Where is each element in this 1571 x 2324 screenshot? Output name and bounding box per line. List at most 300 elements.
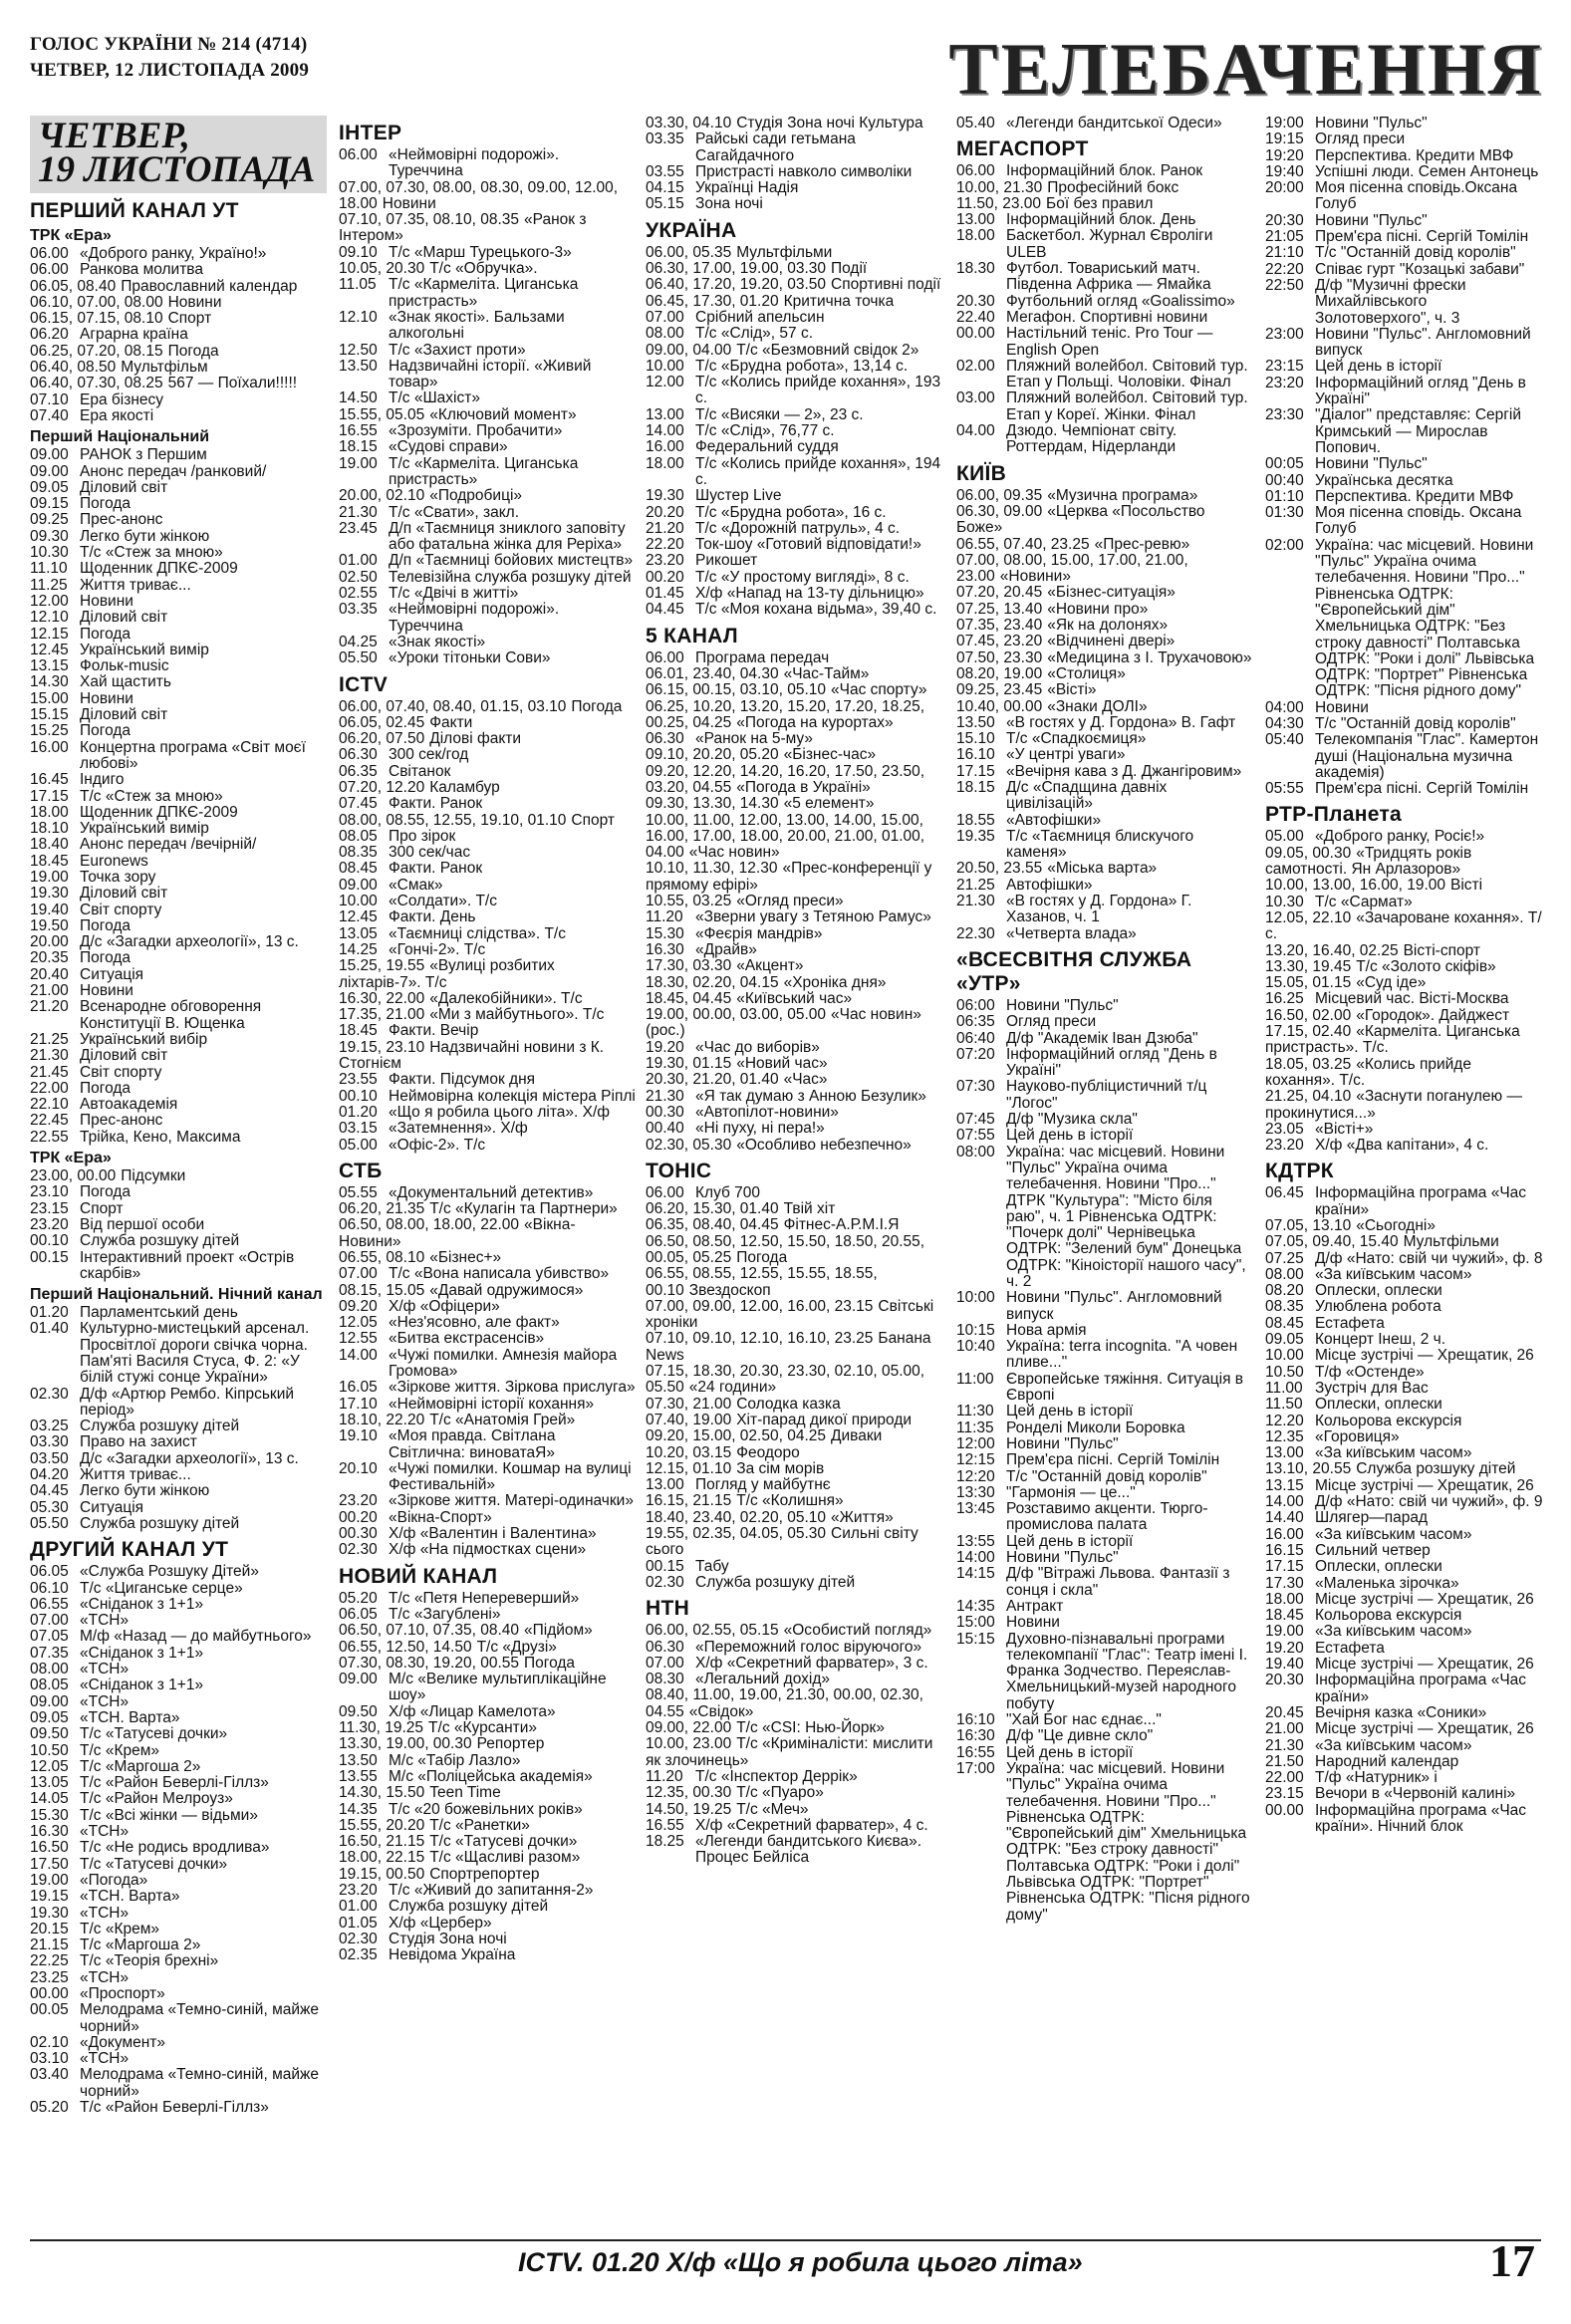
program-entry — [646, 1769, 944, 1785]
channel-heading: МЕГАСПОРТ — [956, 137, 1089, 161]
program-title: «Колись прийде кохання». Т/с. — [1265, 1055, 1471, 1089]
issue-date: ЧЕТВЕР, 12 ЛИСТОПАДА 2009 — [30, 60, 310, 81]
program-title: Ера бізнесу — [80, 390, 163, 408]
program-entry — [339, 715, 636, 731]
program-entry — [30, 1646, 327, 1662]
program-entry — [30, 1130, 327, 1146]
program-title: Інформаційний огляд "День в Україні" — [1315, 374, 1526, 408]
program-title: Інформаційна програма «Час країни» — [1315, 1184, 1527, 1218]
program-entry — [339, 1607, 636, 1623]
program-time: 09.25 — [30, 511, 69, 529]
program-time: 06.15, 07.15, 08.10 — [30, 310, 163, 328]
program-time: 22.55 — [30, 1128, 69, 1146]
program-title: Спорт — [167, 310, 212, 328]
program-title: «Ключовий момент» — [429, 405, 577, 423]
program-title: «Легальний дохід» — [695, 1671, 830, 1688]
program-time: 16.50, 21.15 — [339, 1833, 425, 1851]
program-title: «Новий час» — [736, 1055, 828, 1073]
program-entry — [646, 975, 944, 991]
program-entry — [30, 1032, 327, 1048]
program-title: Т/с «Район Беверлі-Гіллз» — [80, 1774, 269, 1792]
program-title: Кольорова екскурсія — [1315, 1412, 1462, 1429]
program-title: «Вікна-Новини» — [339, 1216, 576, 1250]
program-title: «Маленька зірочка» — [1315, 1574, 1459, 1592]
program-time: 11.30, 19.25 — [339, 1719, 424, 1737]
program-entry — [646, 1266, 944, 1299]
program-entry — [956, 813, 1253, 829]
program-time: 11.10 — [30, 560, 68, 578]
program-time: 19.55, 02.35, 04.05, 05.30 — [646, 1525, 826, 1543]
program-time: 22:20 — [1265, 260, 1304, 278]
program-entry — [646, 1461, 944, 1477]
program-time: 15.25 — [30, 722, 69, 740]
program-time: 06.25, 07.20, 08.15 — [30, 342, 163, 360]
program-entry — [1265, 1397, 1544, 1413]
program-entry — [30, 2051, 327, 2067]
program-title: Успішні люди. Семен Антонець — [1315, 162, 1539, 180]
program-time: 06.00, 02.55, 05.15 — [646, 1622, 779, 1640]
program-time: 16.00 — [646, 438, 684, 456]
program-time: 06.55, 08.10 — [339, 1249, 425, 1266]
program-title: Т/с «Таємниця блискучого каменя» — [1006, 827, 1194, 862]
program-title: Легко бути жінкою — [80, 527, 210, 545]
program-title: «Неймовірні історії кохання» — [389, 1395, 595, 1413]
program-entry — [1265, 1721, 1544, 1737]
program-title: Оплески, оплески — [1315, 1396, 1442, 1414]
masthead — [30, 30, 1544, 110]
program-entry — [339, 1736, 636, 1752]
program-entry — [339, 521, 636, 554]
program-time: 06.50, 08.50, 12.50, 15.50, 18.50, 20.55, 00.05, 05.25 — [646, 1232, 925, 1266]
program-time: 14.05 — [30, 1790, 69, 1808]
program-entry — [1265, 1592, 1544, 1608]
program-time: 06.20, 21.35 — [339, 1200, 425, 1218]
program-time: 05:55 — [1265, 780, 1304, 798]
program-title: «Погода на курортах» — [736, 713, 894, 731]
program-title: «Час новин» — [688, 844, 780, 862]
program-time: 08.40, 11.00, 19.00, 21.30, 00.00, 02.30, 04.55 — [646, 1686, 923, 1720]
program-time: 05.20 — [30, 2099, 69, 2117]
program-title: «Далекобійники». Т/с — [429, 989, 583, 1007]
program-time: 18.45 — [1265, 1607, 1304, 1625]
program-time: 10:15 — [956, 1321, 995, 1339]
program-entry — [339, 1899, 636, 1915]
program-entry — [339, 1007, 636, 1023]
program-time: 06.05, 02.45 — [339, 713, 425, 731]
program-time: 06.35 — [339, 762, 378, 780]
program-entry — [339, 390, 636, 406]
program-title: «Зіркове життя. Матері-одиначки» — [389, 1492, 634, 1510]
program-title: Цей день в історії — [1006, 1743, 1134, 1761]
program-time: 01.40 — [30, 1320, 69, 1338]
program-entry — [339, 1023, 636, 1039]
program-entry — [30, 1250, 327, 1283]
program-time: 06.55, 07.40, 23.25 — [956, 535, 1090, 553]
program-title: Т/ф «Натурник» і — [1315, 1769, 1438, 1787]
column-4 — [956, 116, 1253, 2227]
program-entry — [646, 1510, 944, 1526]
program-time: 06.20, 07.50 — [339, 730, 425, 748]
program-title: Улюблена робота — [1315, 1298, 1441, 1316]
program-title: «Я так думаю з Анною Безулик» — [695, 1087, 926, 1105]
program-entry — [956, 423, 1253, 456]
program-time: 11:30 — [956, 1403, 994, 1420]
program-time: 10.40, 00.00 — [956, 697, 1043, 715]
program-title: Концертна програма «Світ моєї любові» — [80, 738, 306, 772]
program-entry — [646, 570, 944, 586]
program-time: 21:10 — [1265, 244, 1304, 262]
program-title: Надзвичайні новини з К. Стогнієм — [339, 1038, 605, 1073]
program-entry — [956, 1745, 1253, 1761]
program-time: 16:30 — [956, 1727, 995, 1745]
program-title: Діловий світ — [80, 609, 168, 627]
program-title: Новини "Пульс". Англомовний випуск — [1006, 1289, 1222, 1323]
program-title: Діловий світ — [80, 1047, 168, 1065]
program-title: «Автопілот-новини» — [695, 1103, 839, 1121]
program-time: 23.15 — [1265, 1785, 1304, 1803]
program-title: «Час-Тайм» — [783, 664, 870, 682]
program-entry — [1265, 1024, 1544, 1057]
program-time: 10.30 — [30, 544, 69, 562]
program-title: «Що я робила цього літа». Х/ф — [389, 1103, 611, 1121]
program-entry — [339, 991, 636, 1007]
program-entry — [646, 764, 944, 797]
program-entry — [646, 488, 944, 504]
program-entry — [646, 1785, 944, 1801]
program-time: 07.35, 23.40 — [956, 617, 1043, 635]
program-entry — [646, 407, 944, 423]
program-entry — [30, 1217, 327, 1233]
program-title: Погода — [80, 949, 131, 967]
program-entry — [956, 228, 1253, 261]
program-time: 16.00 — [1265, 1525, 1304, 1543]
program-entry — [30, 1581, 327, 1597]
program-title: «Зачароване кохання». Т/с. — [1265, 908, 1542, 943]
program-title: «Свідок» — [688, 1702, 754, 1720]
program-title: «Огляд преси» — [736, 893, 844, 910]
program-title: «ТСН» — [80, 1968, 130, 1986]
program-title: Т/с «Безмовний свідок 2» — [736, 341, 919, 359]
program-time: 12.00 — [30, 592, 69, 610]
program-time: 21.30 — [339, 503, 378, 521]
program-time: 18.40, 23.40, 02.20, 05.10 — [646, 1508, 826, 1526]
program-time: 04:00 — [1265, 698, 1304, 716]
program-entry — [339, 1720, 636, 1736]
program-title: Спортрепортер — [429, 1865, 540, 1883]
program-entry — [956, 553, 1253, 586]
program-title: Прес-анонс — [80, 1112, 163, 1130]
program-time: 14.40 — [1265, 1509, 1304, 1527]
program-time: 14.00 — [1265, 1493, 1304, 1511]
program-time: 17.50 — [30, 1855, 69, 1873]
program-time: 23.25 — [30, 1968, 69, 1986]
program-entry — [339, 1785, 636, 1801]
program-title: «Музична програма» — [1047, 486, 1198, 504]
program-title: Новини "Пульс" — [1006, 1434, 1119, 1452]
program-entry — [646, 1687, 944, 1720]
program-time: 07.05 — [30, 1628, 69, 1646]
program-title: Новини — [1315, 698, 1369, 716]
program-title: «В гостях у Д. Гордона» Г. Хазанов, ч. 1 — [1006, 893, 1192, 926]
program-entry — [646, 602, 944, 618]
program-time: 18.55 — [956, 811, 995, 829]
program-title: «Час новин» (рос.) — [646, 1006, 921, 1040]
program-entry — [339, 602, 636, 635]
program-title: «Ми з майбутнього». Т/с — [429, 1006, 605, 1024]
program-time: 09.10 — [339, 243, 378, 261]
program-title: Служба розшуку дітей — [80, 1232, 240, 1250]
program-entry — [1265, 991, 1544, 1007]
program-title: Т/с «Спадкоємиця» — [1006, 730, 1147, 748]
program-title: «Медицина з І. Трухачовою» — [1047, 648, 1252, 666]
program-entry — [1265, 700, 1544, 716]
program-title: Місце зустрічі — Хрещатик, 26 — [1315, 1347, 1534, 1365]
program-title: Т/с «Теорія брехні» — [80, 1952, 219, 1970]
program-entry — [1265, 327, 1544, 360]
program-title: Баскетбол. Журнал Євроліги ULEB — [1006, 227, 1213, 261]
program-time: 18.10 — [30, 820, 69, 838]
program-time: 07.00 — [30, 1612, 69, 1630]
program-time: 16:10 — [956, 1711, 995, 1729]
program-title: Т/с «Кармеліта. Циганська пристрасть» — [389, 276, 579, 310]
program-title: «Доброго ранку, Росіє!» — [1315, 828, 1485, 846]
program-title: Т/с «Шахіст» — [389, 389, 480, 407]
program-entry — [1265, 1543, 1544, 1559]
program-entry — [956, 180, 1253, 196]
program-entry — [339, 1493, 636, 1509]
program-title: Зона ночі — [695, 195, 763, 213]
program-time: 09.05 — [1265, 1331, 1304, 1349]
program-title: Рикошет — [695, 552, 758, 570]
program-time: 05.30 — [30, 1498, 69, 1516]
program-title: Т/с «Золото скіфів» — [1356, 957, 1496, 975]
program-title: «Чужі помилки. Амнезія майора Громова» — [389, 1346, 618, 1381]
program-time: 10.00, 11.00, 12.00, 13.00, 14.00, 15.00, 16.00, 17.00, 18.00, 20.00, 21.00, 01.00, 04.00 — [646, 811, 925, 862]
program-time: 08.00 — [1265, 1265, 1304, 1283]
program-entry — [30, 561, 327, 577]
program-title: Ток-шоу «Готовий відповідати!» — [695, 536, 921, 554]
program-title: Х/ф «На підмостках сцени» — [389, 1541, 587, 1559]
program-time: 18.00 — [956, 227, 995, 245]
program-title: Місце зустрічі — Хрещатик, 26 — [1315, 1476, 1534, 1494]
program-title: Мегафон. Спортивні новини — [1006, 308, 1208, 326]
program-title: «Гончі-2». Т/с — [389, 940, 486, 958]
program-entry — [956, 894, 1253, 926]
program-title: Пляжний волейбол. Світовий тур. Етап у Польщі. Чоловіки. Фінал — [1006, 357, 1248, 391]
program-time: 13.15 — [1265, 1476, 1304, 1494]
program-title: Погода — [736, 1249, 788, 1266]
program-title: Т/с «Друзі» — [476, 1638, 557, 1656]
program-title: Життя триває... — [80, 576, 191, 594]
program-entry — [30, 376, 327, 391]
program-time: 16.30, 22.00 — [339, 989, 425, 1007]
program-time: 06.50, 07.10, 07.35, 08.40 — [339, 1622, 519, 1640]
program-time: 01:30 — [1265, 504, 1304, 522]
program-entry — [339, 505, 636, 521]
program-time: 02.10 — [30, 2033, 69, 2051]
program-entry — [646, 537, 944, 553]
program-time: 12:00 — [956, 1434, 995, 1452]
program-title: «Переможний голос віруючого» — [695, 1638, 922, 1656]
program-entry — [30, 1906, 327, 1922]
program-title: Український вибір — [80, 1030, 208, 1048]
channel-heading: НТН — [646, 1597, 690, 1621]
program-time: 09.00 — [30, 446, 69, 464]
program-entry — [339, 764, 636, 780]
program-title: «Столиця» — [1047, 664, 1126, 682]
program-time: 16.30 — [30, 1823, 69, 1841]
program-title: «ТСН» — [80, 1823, 130, 1841]
program-title: Т/с «Живий до запитання-2» — [389, 1881, 594, 1899]
program-title: Погода — [80, 1079, 131, 1097]
program-title: М/ф «Назад — до майбутнього» — [80, 1628, 312, 1646]
program-title: Х/ф «Валентин і Валентина» — [389, 1525, 597, 1543]
program-title: «Зрозуміти. Пробачити» — [389, 422, 563, 440]
program-time: 06.00 — [956, 162, 995, 180]
program-title: Диваки — [831, 1427, 883, 1445]
program-title: Прем'єра пісні. Сергій Томілін — [1006, 1451, 1220, 1469]
program-time: 06.15, 00.15, 03.10, 05.10 — [646, 681, 826, 699]
program-entry — [1265, 1494, 1544, 1510]
program-title: Райські сади гетьмана Сагайдачного — [695, 130, 856, 164]
program-time: 14:15 — [956, 1565, 995, 1583]
program-title: «Судові справи» — [389, 438, 508, 456]
program-entry — [339, 1331, 636, 1347]
program-title: «Затемнення». Х/ф — [389, 1120, 528, 1138]
program-time: 06.40, 07.30, 08.25 — [30, 375, 163, 392]
program-title: РАНОК з Першим — [80, 446, 207, 464]
program-time: 12.10 — [339, 308, 378, 326]
program-time: 23.20 — [646, 552, 684, 570]
program-time: 09.05 — [30, 478, 69, 496]
program-entry — [339, 1217, 636, 1250]
program-title: Т/с «Сармат» — [1315, 893, 1413, 910]
program-title: «Знаки ДОЛІ» — [1047, 697, 1148, 715]
program-entry — [30, 512, 327, 528]
program-entry — [30, 1201, 327, 1217]
program-title: Д/ф "Вітражі Львова. Фантазії з сонця і скла" — [1006, 1565, 1230, 1599]
program-entry — [30, 578, 327, 594]
program-time: 03.35 — [339, 601, 378, 619]
program-time: 12.00 — [646, 374, 684, 391]
program-time: 11:35 — [956, 1419, 994, 1436]
program-title: Цей день в історії — [1006, 1403, 1134, 1420]
program-title: Антракт — [1006, 1597, 1064, 1615]
program-entry — [30, 594, 327, 610]
program-title: Т/с «Крем» — [80, 1741, 159, 1759]
program-entry — [339, 1753, 636, 1769]
program-title: Т/с "Останній довід королів" — [1006, 1467, 1207, 1485]
program-time: 16.15, 21.15 — [646, 1492, 732, 1510]
channel-heading: СТБ — [339, 1159, 383, 1182]
program-time: 00.10 — [30, 1232, 69, 1250]
program-entry — [30, 1321, 327, 1386]
program-time: 16:55 — [956, 1743, 995, 1761]
program-entry — [1265, 829, 1544, 845]
program-entry — [1265, 781, 1544, 797]
program-title: Каламбур — [429, 778, 500, 796]
program-entry — [339, 1947, 636, 1963]
program-entry — [956, 1420, 1253, 1436]
program-title: Світські хроніки — [646, 1297, 934, 1332]
program-time: 02.30 — [646, 1573, 684, 1591]
program-time: 10.05, 20.30 — [339, 260, 425, 278]
program-entry — [956, 878, 1253, 894]
program-entry — [339, 1089, 636, 1105]
footer-promo: ICTV. 01.20 Х/ф «Що я робила цього літа» — [518, 2247, 1083, 2277]
program-entry — [339, 407, 636, 423]
program-title: «ТСН» — [80, 2050, 130, 2068]
program-time: 12.45 — [30, 641, 69, 658]
program-time: 16.45 — [30, 771, 69, 789]
program-time: 07.25, 13.40 — [956, 600, 1043, 618]
program-time: 09.30, 13.30, 14.30 — [646, 795, 779, 813]
program-entry — [1265, 538, 1544, 700]
program-title: Новини "Пульс". Англомовний випуск — [1315, 325, 1531, 360]
program-title: Д/ф "Це дивне скло" — [1006, 1727, 1154, 1745]
program-time: 13.30, 19.45 — [1265, 957, 1352, 975]
program-title: 300 сек/год — [389, 746, 469, 764]
program-entry — [30, 643, 327, 658]
program-time: 19.00 — [339, 454, 378, 472]
program-title: «5 елемент» — [783, 795, 875, 813]
program-time: 20.50, 23.55 — [956, 860, 1043, 878]
program-time: 14.50, 19.25 — [646, 1800, 732, 1818]
program-title: «Хроніка дня» — [783, 973, 887, 991]
program-time: 07.05, 13.10 — [1265, 1217, 1352, 1234]
program-time: 12.05 — [339, 1314, 378, 1332]
program-time: 22.20 — [646, 536, 684, 554]
program-title: М/с «Табір Лазло» — [389, 1751, 521, 1769]
program-entry — [956, 537, 1253, 553]
program-title: Неймовірна колекція містера Ріплі — [389, 1087, 636, 1105]
program-entry — [30, 950, 327, 966]
program-entry — [646, 1201, 944, 1217]
program-entry — [956, 310, 1253, 326]
program-time: 20:30 — [1265, 211, 1304, 229]
program-title: «Кармеліта. Циганська пристрасть». Т/с. — [1265, 1023, 1520, 1057]
program-title: «Знак якості». Бальзами алкогольні — [389, 308, 565, 343]
program-title: Погода — [524, 1654, 576, 1672]
program-time: 20.20 — [646, 503, 684, 521]
program-time: 15.00 — [30, 689, 69, 707]
program-entry — [956, 1031, 1253, 1047]
program-entry — [646, 1299, 944, 1332]
program-entry — [1265, 1657, 1544, 1673]
column-1 — [30, 116, 327, 2227]
program-entry — [30, 344, 327, 360]
program-title: Естафета — [1315, 1314, 1385, 1332]
program-time: 19.20 — [1265, 1639, 1304, 1657]
program-time: 06.00, 07.40, 08.40, 01.15, 03.10 — [339, 697, 567, 715]
program-time: 00.00 — [30, 1984, 69, 2002]
program-entry — [1265, 407, 1544, 456]
program-entry — [339, 731, 636, 747]
program-entry — [30, 772, 327, 788]
program-entry — [646, 261, 944, 277]
program-time: 01.05 — [339, 1914, 378, 1932]
program-title: Огляд преси — [1006, 1013, 1097, 1031]
program-time: 13.00 — [646, 1476, 684, 1494]
program-time: 12.35, 00.30 — [646, 1784, 732, 1802]
program-time: 20.30, 21.20, 01.40 — [646, 1071, 779, 1089]
program-entry — [30, 1467, 327, 1483]
program-entry — [30, 707, 327, 723]
program-entry — [30, 1419, 327, 1434]
program-title: Право на захист — [80, 1433, 197, 1451]
program-time: 19.00, 00.00, 03.00, 05.00 — [646, 1006, 826, 1024]
program-time: 06.40, 08.50 — [30, 359, 117, 377]
